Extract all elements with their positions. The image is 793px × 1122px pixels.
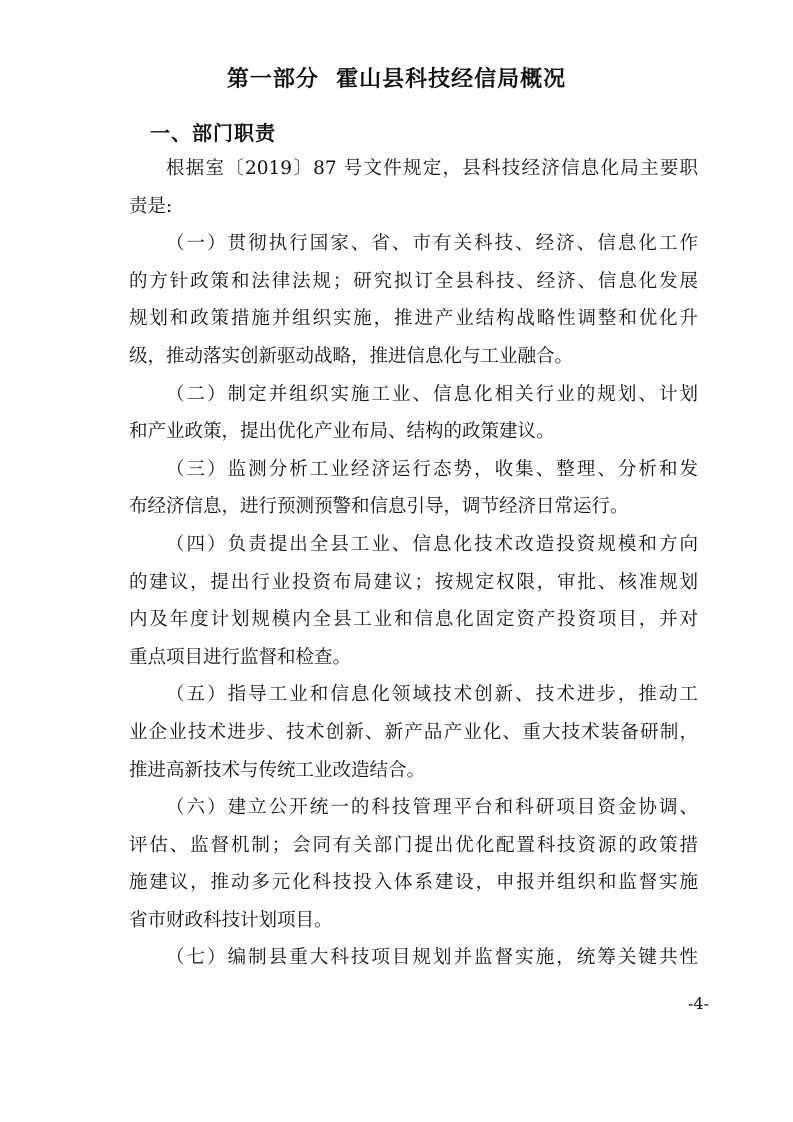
paragraph-line: 根据室〔2019〕87 号文件规定，县科技经济信息化局主要职 [166, 158, 698, 179]
paragraph-line: 施建议，推动多元化科技投入体系建设，申报并组织和监督实施 [129, 872, 698, 894]
paragraph-line: （六）建立公开统一的科技管理平台和科研项目资金协调、 [166, 797, 698, 819]
paragraph [92, 451, 698, 526]
paragraph-line: 的方针政策和法律法规；研究拟订全县科技、经济、信息化发展 [129, 270, 698, 292]
paragraph [92, 526, 698, 676]
paragraph [92, 789, 698, 939]
paragraph-line: 内及年度计划规模内全县工业和信息化固定资产投资项目，并对 [129, 609, 698, 631]
paragraph-line: （二）制定并组织实施工业、信息化相关行业的规划、计划 [166, 383, 698, 405]
paragraph-line: 重点项目进行监督和检查。 [129, 646, 352, 668]
paragraph-line: 评估、监督机制；会同有关部门提出优化配置科技资源的政策措 [129, 834, 698, 856]
page-number: -4- [688, 994, 709, 1013]
paragraph-line: 和产业政策，提出优化产业布局、结构的政策建议。 [129, 421, 555, 443]
paragraph [92, 376, 698, 451]
paragraph-line: 省市财政科技计划项目。 [129, 909, 333, 931]
paragraph-line: 的建议，提出行业投资布局建议；按规定权限，审批、核准规划 [129, 571, 698, 593]
paragraph-line: 推进高新技术与传统工业改造结合。 [129, 759, 426, 781]
paragraph-line: （七）编制县重大科技项目规划并监督实施，统筹关键共性 [166, 947, 698, 969]
paragraph [92, 150, 698, 225]
paragraph-line: 责是: [129, 195, 173, 217]
paragraph [92, 676, 698, 789]
paragraph-line: 布经济信息，进行预测预警和信息引导，调节经济日常运行。 [129, 496, 629, 518]
paragraph-line: 规划和政策措施并组织实施，推进产业结构战略性调整和优化升 [129, 308, 698, 330]
paragraph-line: （四）负责提出全县工业、信息化技术改造投资规模和方向 [166, 533, 698, 555]
paragraph-line: 级，推动落实创新驱动战略，推进信息化与工业融合。 [129, 345, 574, 367]
paragraph-line: （三）监测分析工业经济运行态势，收集、整理、分析和发 [166, 458, 698, 480]
paragraph-line: （五）指导工业和信息化领域技术创新、技术进步，推动工 [166, 684, 698, 706]
paragraph [92, 225, 698, 375]
body-text [92, 150, 698, 977]
paragraph [92, 939, 698, 977]
section-heading: 一、部门职责 [150, 121, 276, 145]
paragraph-line: （一）贯彻执行国家、省、市有关科技、经济、信息化工作 [166, 233, 698, 255]
page-title: 第一部分 霍山县科技经信局概况 [226, 67, 567, 92]
paragraph-line: 业企业技术进步、技术创新、新产品产业化、重大技术装备研制， [129, 721, 698, 743]
